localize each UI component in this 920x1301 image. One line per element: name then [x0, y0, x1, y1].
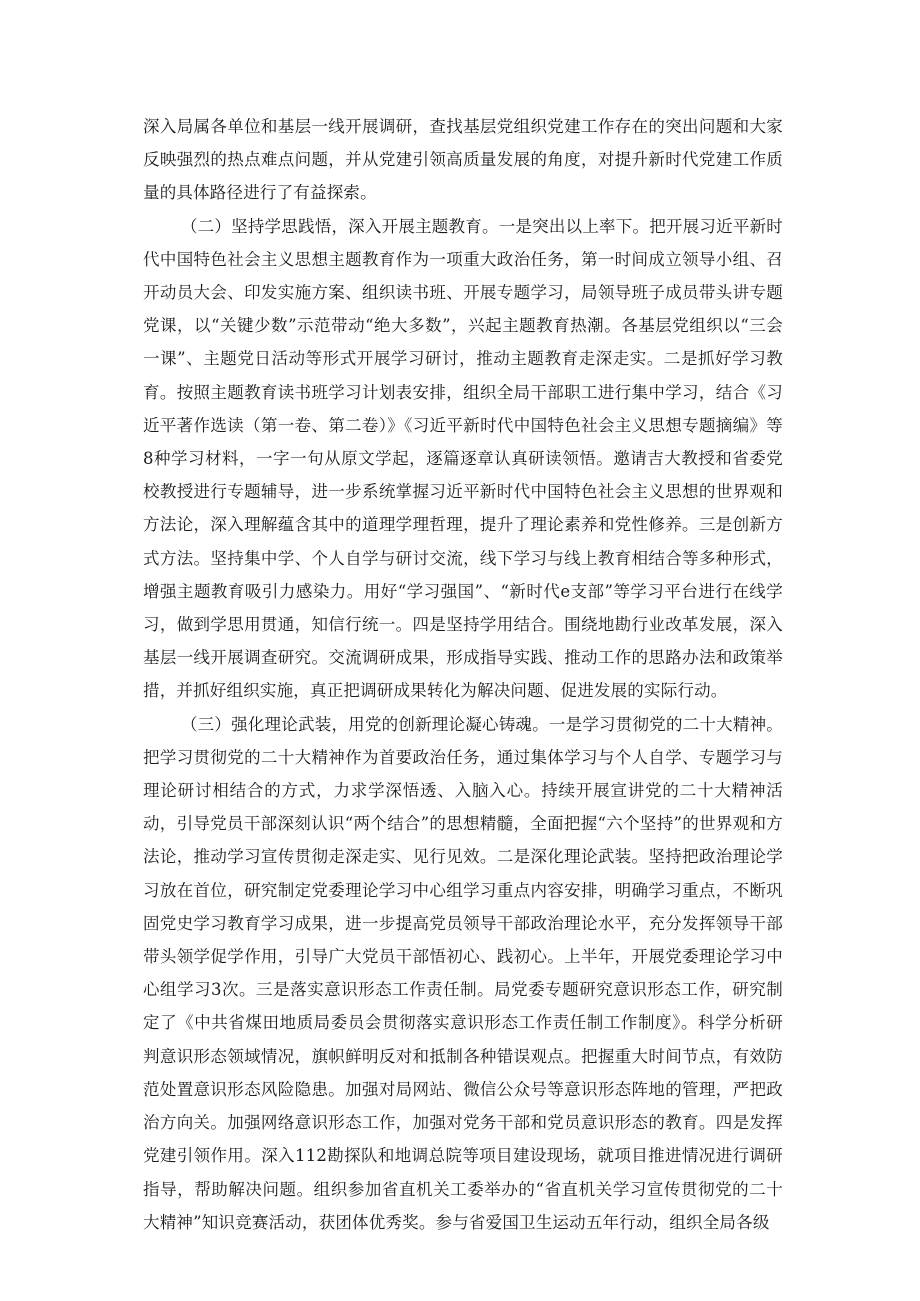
paragraph-section-two: （二）坚持学思践悟，深入开展主题教育。一是突出以上率下。把开展习近平新时代中国特色社会主义思想主题教育作为一项重大政治任务，第一时间成立领导小组、召开动员大会、印发实施方案、组织读书班、开展专题学习，局领导班子成员带头讲专题党课，以“关键少数”示范带动“绝大多数”，兴起主题教育热潮。各基层党组织以“三会一课”、主题党日活动等形式开展学习研讨，推动主题教育走深走实。二是抓好学习教育。按照主题教育读书班学习计划表安排，组织全局干部职工进行集中学习，结合《习近平著作选读（第一卷、第二卷）》《习近平新时代中国特色社会主义思想专题摘编》等8种学习材料，一字一句从原文学起，逐篇逐章认真研读领悟。邀请吉大教授和省委党校教授进行专题辅导，进一步系统掌握习近平新时代中国特色社会主义思想的世界观和方法论，深入理解蕴含其中的道理学理哲理，提升了理论素养和党性修养。三是创新方式方法。坚持集中学、个人自学与研讨交流，线下学习与线上教育相结合等多种形式，增强主题教育吸引力感染力。用好“学习强国”、“新时代e支部”等学习平台进行在线学习，做到学思用贯通，知信行统一。四是坚持学用结合。围绕地勘行业改革发展，深入基层一线开展调查研究。交流调研成果，形成指导实践、推动工作的思路办法和政策举措，并抓好组织实施，真正把调研成果转化为解决问题、促进发展的实际行动。 — [143, 216, 783, 701]
paragraph-section-three: （三）强化理论武装，用党的创新理论凝心铸魂。一是学习贯彻党的二十大精神。把学习贯彻党的二十大精神作为首要政治任务，通过集体学习与个人自学、专题学习与理论研讨相结合的方式，力求学深悟透、入脑入心。持续开展宣讲党的二十大精神活动，引导党员干部深刻认识“两个结合”的思想精髓，全面把握“六个坚持”的世界观和方法论，推动学习宣传贯彻走深走实、见行见效。二是深化理论武装。坚持把政治理论学习放在首位，研究制定党委理论学习中心组学习重点内容安排，明确学习重点，不断巩固党史学习教育学习成果，进一步提高党员领导干部政治理论水平，充分发挥领导干部带头领学促学作用，引导广大党员干部悟初心、践初心。上半年，开展党委理论学习中心组学习3次。三是落实意识形态工作责任制。局党委专题研究意识形态工作，研究制定了《中共省煤田地质局委员会贯彻落实意识形态工作责任制工作制度》。科学分析研判意识形态领域情况，旗帜鲜明反对和抵制各种错误观点。把握重大时间节点，有效防范处置意识形态风险隐患。加强对局网站、微信公众号等意识形态阵地的管理，严把政治方向关。加强网络意识形态工作，加强对党务干部和党员意识形态的教育。四是发挥党建引领作用。深入112勘探队和地调总院等项目建设现场，就项目推进情况进行调研指导，帮助解决问题。组织参加省直机关工委举办的“省直机关学习宣传贯彻党的二十大精神”知识竞赛活动，获团体优秀奖。参与省爱国卫生运动五年行动，组织全局各级 — [143, 714, 783, 1232]
document-page — [143, 110, 783, 1239]
paragraph-continuation: 深入局属各单位和基层一线开展调研，查找基层党组织党建工作存在的突出问题和大家反映强烈的热点难点问题，并从党建引领高质量发展的角度，对提升新时代党建工作质量的具体路径进行了有益探索。 — [143, 117, 783, 203]
